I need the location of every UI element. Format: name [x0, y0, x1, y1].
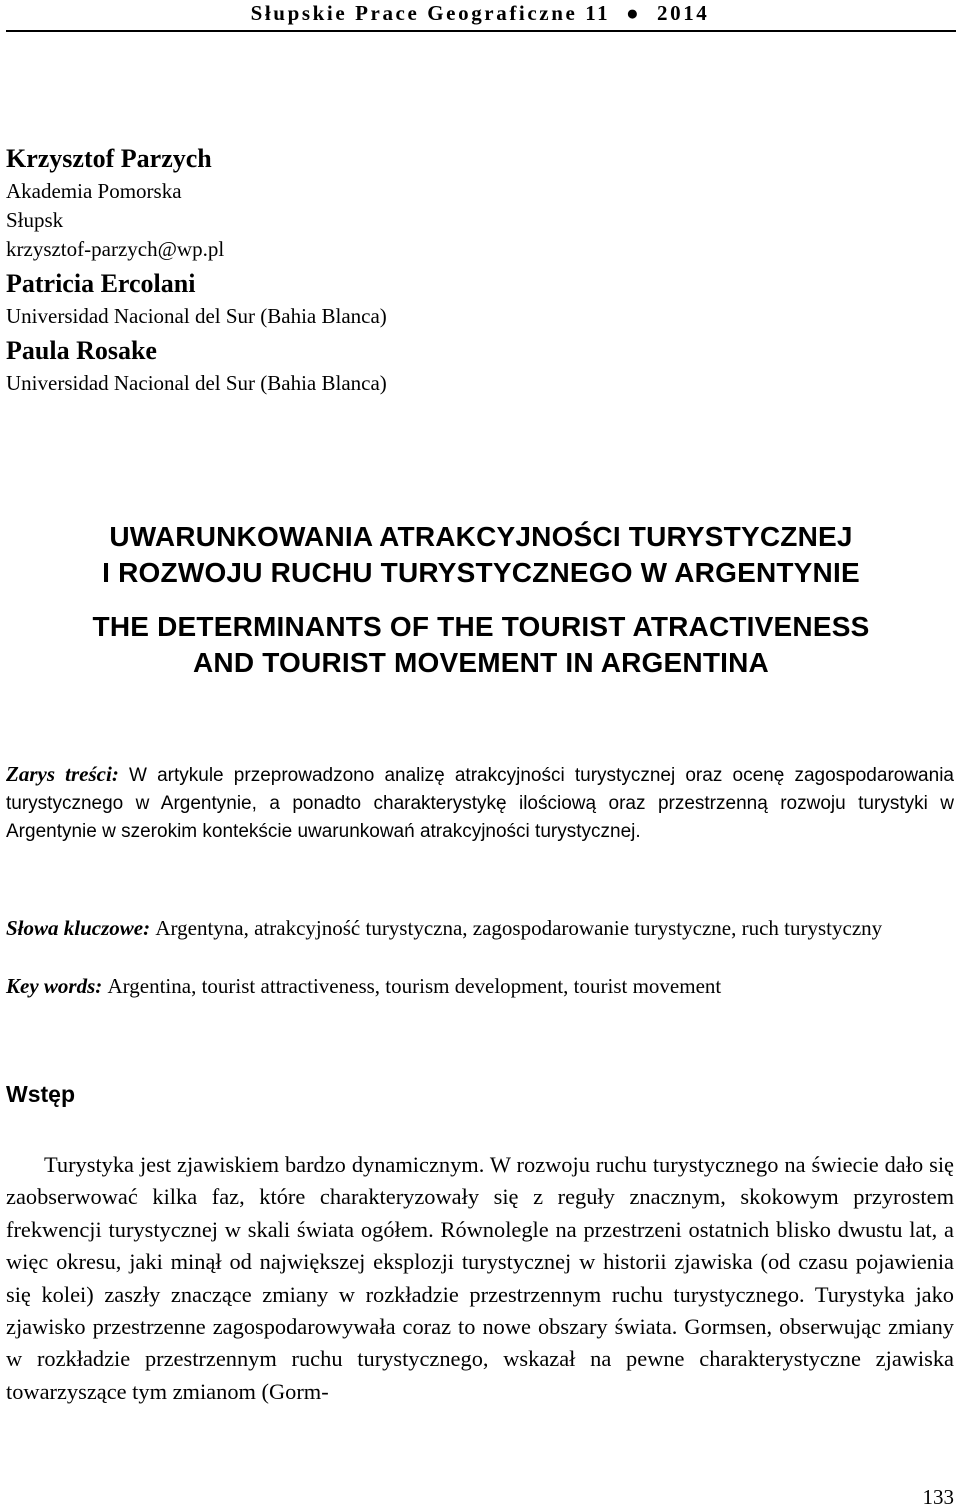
author-name: Patricia Ercolani	[6, 269, 196, 298]
title-en-line1: THE DETERMINANTS OF THE TOURIST ATRACTIVENESS	[92, 611, 870, 642]
keywords-english	[6, 972, 954, 1001]
journal-name: Słupskie Prace Geograficzne 11	[250, 1, 611, 25]
title-polish	[6, 519, 956, 591]
header-rule	[6, 30, 956, 32]
abstract-label: Zarys treści	[6, 762, 112, 786]
bullet-icon: ●	[618, 1, 650, 25]
section-heading: Wstęp	[6, 1081, 75, 1107]
keywords-en-text: Argentina, tourist attractiveness, tourism development, tourist movement	[107, 974, 722, 998]
author-list	[6, 141, 906, 398]
keywords-pl-label: Słowa kluczowe	[6, 916, 144, 940]
journal-year: 2014	[657, 1, 710, 25]
title-en-line2: AND TOURIST MOVEMENT IN ARGENTINA	[193, 647, 769, 678]
keywords-pl-colon: :	[143, 916, 156, 940]
keywords-polish	[6, 914, 954, 943]
author-email: krzysztof-parzych@wp.pl	[6, 237, 225, 261]
keywords-en-colon: :	[95, 974, 108, 998]
journal-header	[0, 0, 960, 26]
abstract	[6, 760, 954, 846]
abstract-text: W artykule przeprowadzono analizę atrakcyjności turystycznej oraz ocenę zagospodarowania turystycznego w Argentynie, a ponadto charakterystykę ilościową oraz przestrzenną rozwoju turystyki w Argentynie w szerokim kontekście uwarunkowań atrakcyjności turystycznej.	[6, 765, 954, 842]
section-body: Turystyka jest zjawiskiem bardzo dynamicznym. W rozwoju ruchu turystycznego na świecie dało się zaobserwować kilka faz, które charakteryzowały się z reguły znacznym, skokowym przyrostem frekwencji turystycznej w skali świata ogółem. Równolegle na przestrzeni ostatnich blisko dwustu lat, a więc okresu, jaki minął od największej eksplozji turystycznej w historii zjawiska (od czasu pojawienia się kolei) zaszły znaczące zmiany w rozkładzie przestrzennym ruchu turystycznego. Turystyka jako zjawisko przestrzenne zagospodarowywała coraz to nowe obszary świata. Gormsen, obserwując zmiany w rozkładzie przestrzennym ruchu turystycznego, wskazał na pewne charakterystyczne zjawiska towarzyszące tym zmianom (Gorm-	[6, 1152, 954, 1404]
author-affiliation: Universidad Nacional del Sur (Bahia Blanca)	[6, 371, 387, 395]
title-pl-line1: UWARUNKOWANIA ATRAKCYJNOŚCI TURYSTYCZNEJ	[109, 521, 853, 552]
abstract-colon: :	[111, 762, 129, 786]
author-name: Krzysztof Parzych	[6, 144, 212, 173]
author-name: Paula Rosake	[6, 336, 157, 365]
title-english	[6, 609, 956, 681]
author-city: Słupsk	[6, 208, 64, 232]
keywords-pl-text: Argentyna, atrakcyjność turystyczna, zagospodarowanie turystyczne, ruch turystyczny	[155, 916, 883, 940]
title-pl-line2: I ROZWOJU RUCHU TURYSTYCZNEGO W ARGENTYNIE	[102, 557, 860, 588]
author-affiliation: Akademia Pomorska	[6, 179, 182, 203]
page-number: 133	[922, 1485, 954, 1509]
paper-title	[6, 519, 956, 681]
author-affiliation: Universidad Nacional del Sur (Bahia Blanca)	[6, 304, 387, 328]
keywords-en-label: Key words	[6, 974, 96, 998]
